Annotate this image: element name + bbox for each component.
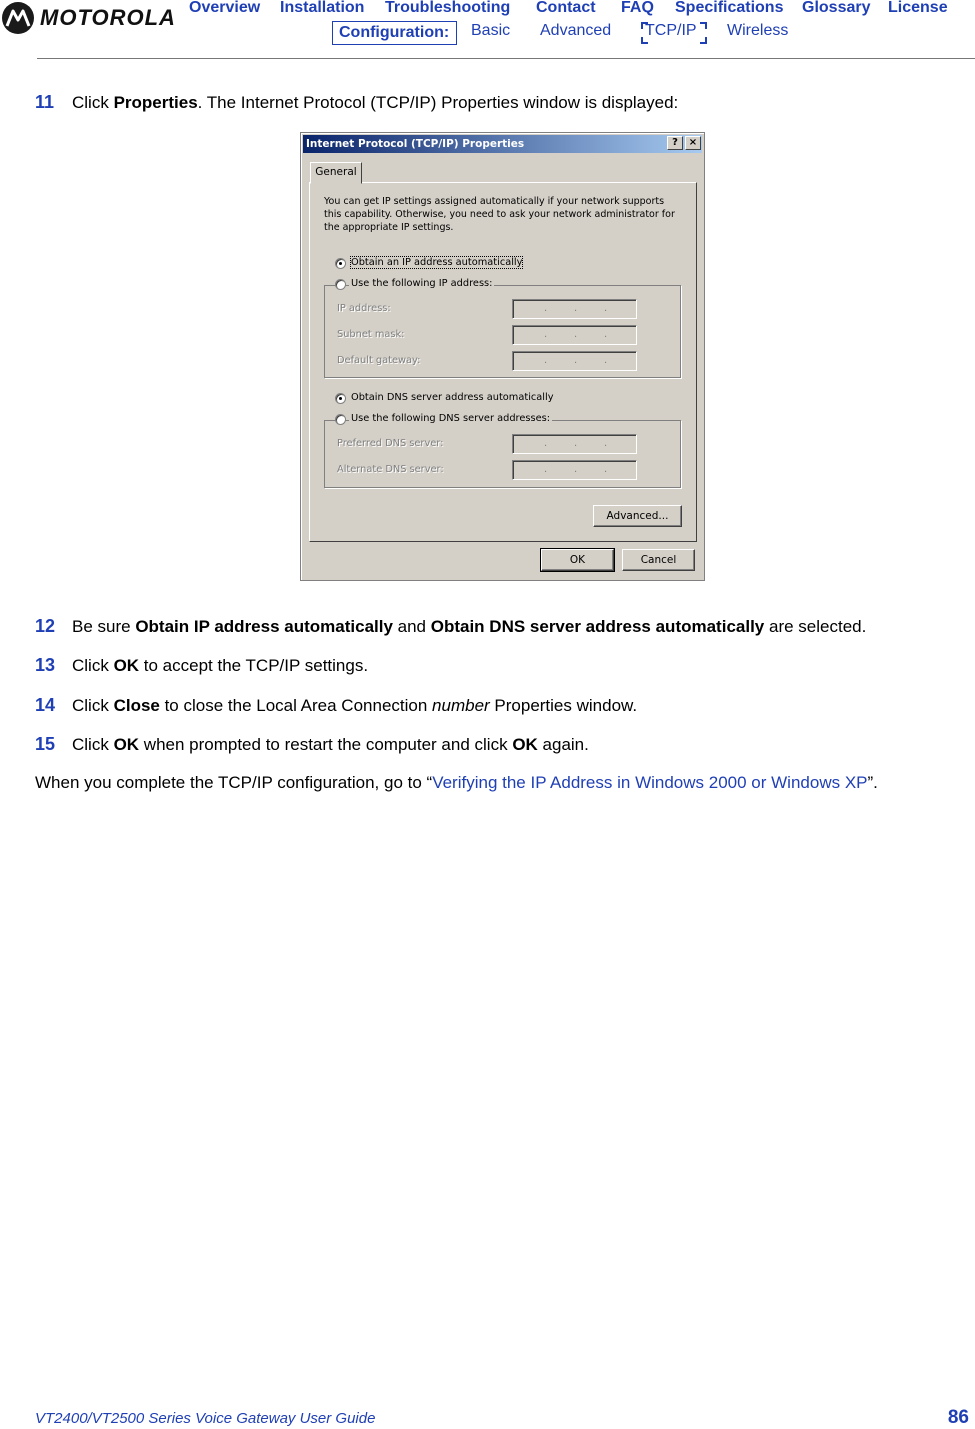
obtain-dns-label[interactable]: Obtain DNS server address automatically bbox=[351, 392, 554, 403]
step-11: 11 Click Properties. The Internet Protocol (TCP/IP) Properties window is displayed: bbox=[35, 92, 679, 112]
subnav-advanced[interactable]: Advanced bbox=[540, 22, 612, 39]
tab-general[interactable]: General bbox=[310, 162, 362, 184]
obtain-ip-label[interactable]: Obtain an IP address automatically bbox=[351, 257, 523, 268]
dialog-description: You can get IP settings assigned automatically if your network supports this capability. Otherwise, you need to ask your network administrator for the appropriate IP settings. bbox=[324, 196, 675, 233]
step-13: 13 Click OK to accept the TCP/IP settings. bbox=[35, 655, 369, 675]
nav-contact[interactable]: Contact bbox=[536, 0, 596, 16]
verifying-ip-link[interactable]: Verifying the IP Address in Windows 2000 or Windows XP bbox=[432, 773, 868, 792]
header-divider bbox=[37, 58, 975, 59]
ok-button[interactable]: OK bbox=[541, 549, 614, 571]
default-gateway-label: Default gateway: bbox=[337, 355, 421, 366]
advanced-button[interactable]: Advanced... bbox=[593, 505, 682, 527]
ip-address-field: . . . bbox=[512, 299, 637, 319]
default-gateway-field: . . . bbox=[512, 351, 637, 371]
cancel-button[interactable]: Cancel bbox=[622, 549, 695, 571]
tcpip-properties-dialog bbox=[300, 132, 705, 581]
alternate-dns-field: . . . bbox=[512, 460, 637, 480]
preferred-dns-label: Preferred DNS server: bbox=[337, 438, 444, 449]
subnet-mask-label: Subnet mask: bbox=[337, 329, 405, 340]
use-ip-label[interactable]: Use the following IP address: bbox=[351, 278, 493, 289]
subnav-wireless[interactable]: Wireless bbox=[727, 22, 789, 39]
page-number: 86 bbox=[947, 1407, 969, 1428]
brand-wordmark: MOTOROLA bbox=[40, 5, 176, 30]
obtain-dns-radio[interactable] bbox=[335, 393, 346, 404]
footer-guide-title: VT2400/VT2500 Series Voice Gateway User Guide bbox=[35, 1410, 376, 1427]
step-12: 12 Be sure Obtain IP address automatically and Obtain DNS server address automatically are selected. bbox=[35, 616, 867, 636]
subnav-tcpip[interactable]: TCP/IP bbox=[645, 22, 697, 39]
nav-glossary[interactable]: Glossary bbox=[802, 0, 871, 16]
preferred-dns-field: . . . bbox=[512, 434, 637, 454]
motorola-batwing-icon bbox=[2, 2, 34, 34]
motorola-logo bbox=[2, 2, 176, 34]
use-ip-radio[interactable] bbox=[335, 279, 346, 290]
step-15: 15 Click OK when prompted to restart the computer and click OK again. bbox=[35, 734, 589, 754]
nav-troubleshooting[interactable]: Troubleshooting bbox=[385, 0, 511, 16]
subnet-mask-field: . . . bbox=[512, 325, 637, 345]
closing-paragraph: When you complete the TCP/IP configuration, go to “Verifying the IP Address in Windows 2000 or Windows XP”. bbox=[35, 773, 878, 792]
configuration-label: Configuration: bbox=[332, 21, 457, 45]
use-dns-radio[interactable] bbox=[335, 414, 346, 425]
close-icon[interactable]: × bbox=[685, 136, 701, 150]
current-page-marker bbox=[641, 22, 707, 44]
obtain-ip-radio[interactable] bbox=[335, 258, 346, 269]
ip-address-label: IP address: bbox=[337, 303, 391, 314]
nav-installation[interactable]: Installation bbox=[280, 0, 365, 16]
use-dns-label[interactable]: Use the following DNS server addresses: bbox=[351, 413, 551, 424]
alternate-dns-label: Alternate DNS server: bbox=[337, 464, 444, 475]
nav-specifications[interactable]: Specifications bbox=[675, 0, 784, 16]
nav-faq[interactable]: FAQ bbox=[621, 0, 654, 16]
nav-license[interactable]: License bbox=[888, 0, 948, 16]
nav-overview[interactable]: Overview bbox=[189, 0, 261, 16]
step-14: 14 Click Close to close the Local Area Connection number Properties window. bbox=[35, 695, 638, 715]
subnav-basic[interactable]: Basic bbox=[471, 22, 511, 39]
dialog-title: Internet Protocol (TCP/IP) Properties bbox=[303, 135, 702, 153]
help-icon[interactable]: ? bbox=[667, 136, 683, 150]
